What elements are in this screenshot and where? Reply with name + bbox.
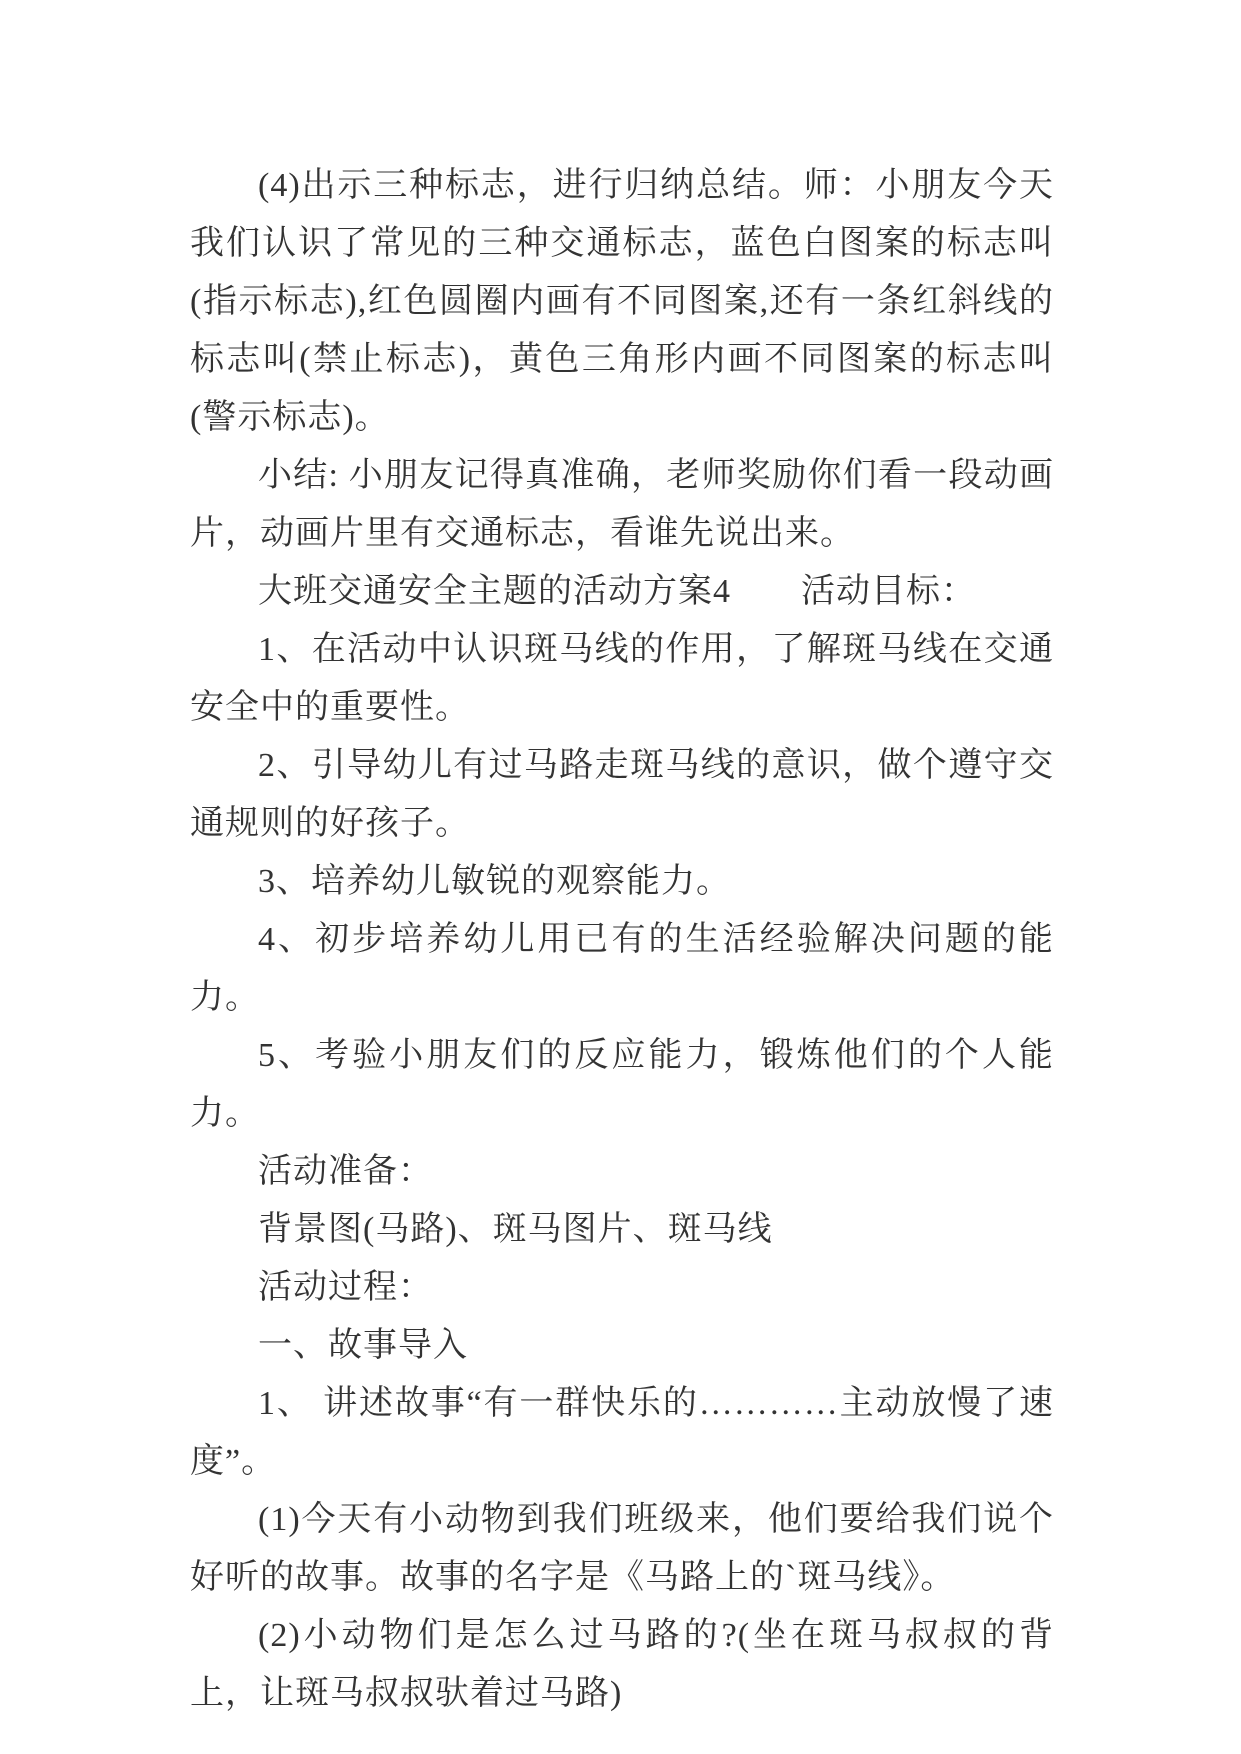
paragraph: (1)今天有小动物到我们班级来，他们要给我们说个好听的故事。故事的名字是《马路上的`斑马线》。 [190, 1501, 1054, 1596]
paragraph: 小结: 小朋友记得真准确，老师奖励你们看一段动画片，动画片里有交通标志，看谁先说出来。 [190, 457, 1054, 552]
paragraph: 1、 讲述故事“有一群快乐的…………主动放慢了速度”。 [190, 1385, 1054, 1480]
paragraph: 大班交通安全主题的活动方案4 活动目标： [258, 573, 976, 610]
paragraph: (2)小动物们是怎么过马路的?(坐在斑马叔叔的背上，让斑马叔叔驮着过马路) [190, 1617, 1054, 1712]
paragraph: 活动准备： [258, 1153, 433, 1190]
paragraph: 4、初步培养幼儿用已有的生活经验解决问题的能力。 [190, 921, 1054, 1016]
document-body [190, 157, 1054, 1723]
paragraph: 一、故事导入 [258, 1327, 468, 1364]
paragraph: 背景图(马路)、斑马图片、斑马线 [258, 1211, 773, 1248]
paragraph: 2、引导幼儿有过马路走斑马线的意识，做个遵守交通规则的好孩子。 [190, 747, 1054, 842]
paragraph: 1、在活动中认识斑马线的作用，了解斑马线在交通安全中的重要性。 [190, 631, 1054, 726]
paragraph: (4)出示三种标志，进行归纳总结。师：小朋友今天我们认识了常见的三种交通标志，蓝色白图案的标志叫(指示标志),红色圆圈内画有不同图案,还有一条红斜线的标志叫(禁止标志)，黄色三角形内画不同图案的标志叫(警示标志)。 [190, 167, 1054, 436]
paragraph: 3、培养幼儿敏锐的观察能力。 [258, 863, 731, 900]
paragraph: 活动过程： [258, 1269, 433, 1306]
paragraph: 5、考验小朋友们的反应能力，锻炼他们的个人能力。 [190, 1037, 1054, 1132]
